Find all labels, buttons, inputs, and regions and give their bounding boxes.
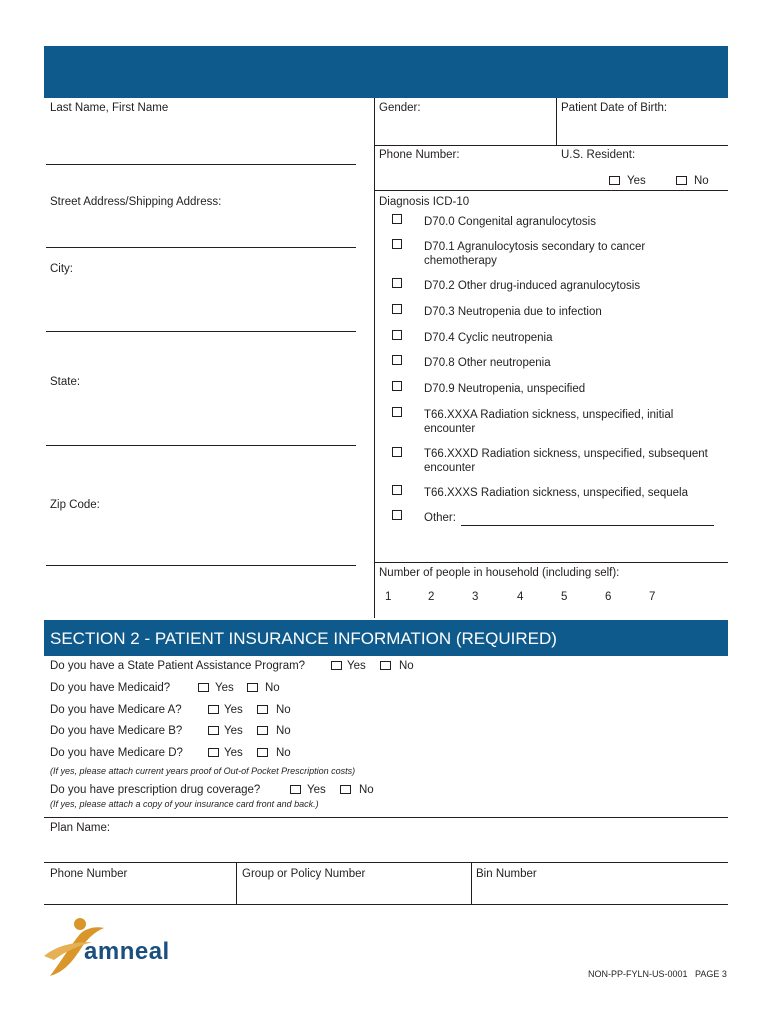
diagnosis-checkbox-t66-xxxa[interactable] <box>392 407 402 417</box>
diagnosis-title: Diagnosis ICD-10 <box>379 196 470 208</box>
rx-coverage-yes-checkbox[interactable] <box>290 785 301 794</box>
diagnosis-other-input-line[interactable] <box>461 525 714 526</box>
rx-coverage-yes-label: Yes <box>307 784 326 796</box>
medicare-a-yes-checkbox[interactable] <box>208 705 219 714</box>
diagnosis-item-d70-3: D70.3 Neutropenia due to infection <box>424 306 602 318</box>
household-option-6[interactable]: 6 <box>605 591 612 603</box>
medicaid-yes-checkbox[interactable] <box>198 683 209 692</box>
right-column-divider <box>374 98 375 618</box>
state-program-question: Do you have a State Patient Assistance Program? <box>50 660 306 672</box>
diagnosis-item-d70-1: D70.1 Agranulocytosis secondary to cancer chemotherapy <box>424 241 646 267</box>
medicare-b-yes-label: Yes <box>224 725 243 737</box>
household-label: Number of people in household (including self): <box>379 567 620 579</box>
diagnosis-item-d70-2: D70.2 Other drug-induced agranulocytosis <box>424 280 641 292</box>
household-option-7[interactable]: 7 <box>649 591 656 603</box>
diagnosis-checkbox-d70-8[interactable] <box>392 355 402 365</box>
diagnosis-checkbox-d70-4[interactable] <box>392 330 402 340</box>
rx-coverage-note: (If yes, please attach a copy of your insurance card front and back.) <box>50 799 319 809</box>
phone-label: Phone Number: <box>379 149 460 161</box>
medicare-d-question: Do you have Medicare D? <box>50 747 183 759</box>
medicare-b-no-label: No <box>276 725 291 737</box>
medicare-b-yes-checkbox[interactable] <box>208 726 219 735</box>
state-program-yes-checkbox[interactable] <box>331 661 342 670</box>
phone-row-line <box>374 190 728 191</box>
state-program-no-label: No <box>399 660 414 672</box>
diagnosis-bottom-line <box>374 562 728 563</box>
medicare-b-question: Do you have Medicare B? <box>50 725 183 737</box>
plan-grid-bottom-line <box>44 904 728 905</box>
diagnosis-item-d70-9: D70.9 Neutropenia, unspecified <box>424 383 586 395</box>
medicare-b-no-checkbox[interactable] <box>257 726 268 735</box>
medicare-d-yes-checkbox[interactable] <box>208 748 219 757</box>
diagnosis-checkbox-d70-3[interactable] <box>392 304 402 314</box>
diagnosis-checkbox-t66-xxxs[interactable] <box>392 485 402 495</box>
name-input-line[interactable] <box>46 164 356 165</box>
diagnosis-checkbox-t66-xxxd[interactable] <box>392 447 402 457</box>
dob-label: Patient Date of Birth: <box>561 102 668 114</box>
address-label: Street Address/Shipping Address: <box>50 196 222 208</box>
medicaid-no-checkbox[interactable] <box>247 683 258 692</box>
household-option-1[interactable]: 1 <box>385 591 392 603</box>
group-policy-label: Group or Policy Number <box>242 868 366 880</box>
medicare-d-no-label: No <box>276 747 291 759</box>
medicare-d-yes-label: Yes <box>224 747 243 759</box>
city-input-line[interactable] <box>46 331 356 332</box>
document-code: NON-PP-FYLN-US-0001 <box>588 969 688 979</box>
diagnosis-item-d70-8: D70.8 Other neutropenia <box>424 357 551 369</box>
plan-name-label: Plan Name: <box>50 822 111 834</box>
medicare-a-question: Do you have Medicare A? <box>50 704 182 716</box>
diagnosis-checkbox-d70-9[interactable] <box>392 381 402 391</box>
diagnosis-item-t66-xxxa: T66.XXXA Radiation sickness, unspecified, initial encounter <box>424 409 674 435</box>
diagnosis-checkbox-d70-2[interactable] <box>392 278 402 288</box>
medicaid-yes-label: Yes <box>215 682 234 694</box>
amneal-logo <box>42 916 192 980</box>
medicaid-question: Do you have Medicaid? <box>50 682 171 694</box>
gender-row-line <box>374 145 728 146</box>
medicare-a-no-label: No <box>276 704 291 716</box>
medicare-d-note: (If yes, please attach current years proof of Out-of Pocket Prescription costs) <box>50 766 356 776</box>
gender-dob-divider <box>556 98 557 145</box>
state-input-line[interactable] <box>46 445 356 446</box>
diagnosis-item-d70-4: D70.4 Cyclic neutropenia <box>424 332 553 344</box>
bin-number-label: Bin Number <box>476 868 537 880</box>
household-option-4[interactable]: 4 <box>517 591 524 603</box>
address-input-line[interactable] <box>46 247 356 248</box>
page-number: PAGE 3 <box>695 969 727 979</box>
medicare-a-yes-label: Yes <box>224 704 243 716</box>
city-label: City: <box>50 263 73 275</box>
state-program-no-checkbox[interactable] <box>380 661 391 670</box>
medicare-a-no-checkbox[interactable] <box>257 705 268 714</box>
household-option-5[interactable]: 5 <box>561 591 568 603</box>
household-option-2[interactable]: 2 <box>428 591 435 603</box>
resident-no-checkbox[interactable] <box>676 176 687 185</box>
medicaid-no-label: No <box>265 682 280 694</box>
diagnosis-checkbox-other[interactable] <box>392 510 402 520</box>
diagnosis-checkbox-d70-0[interactable] <box>392 214 402 224</box>
phone-group-divider <box>236 862 237 904</box>
resident-yes-checkbox[interactable] <box>609 176 620 185</box>
insurance-phone-label: Phone Number <box>50 868 128 880</box>
resident-label: U.S. Resident: <box>561 149 636 161</box>
section-1-header-band <box>44 46 728 98</box>
section-2-title: SECTION 2 - PATIENT INSURANCE INFORMATION (REQUIRED) <box>50 629 557 648</box>
plan-name-bottom-line[interactable] <box>44 862 728 863</box>
rx-coverage-no-label: No <box>359 784 374 796</box>
diagnosis-item-t66-xxxd: T66.XXXD Radiation sickness, unspecified, subsequent encounter <box>424 448 708 474</box>
gender-label: Gender: <box>379 102 421 114</box>
resident-yes-label: Yes <box>627 175 646 187</box>
diagnosis-item-other: Other: <box>424 512 456 524</box>
household-option-3[interactable]: 3 <box>472 591 479 603</box>
diagnosis-item-d70-0: D70.0 Congenital agranulocytosis <box>424 216 596 228</box>
zip-label: Zip Code: <box>50 499 100 511</box>
state-program-yes-label: Yes <box>347 660 366 672</box>
amneal-logo-text: amneal <box>84 938 170 965</box>
plan-top-line <box>44 817 728 818</box>
diagnosis-checkbox-d70-1[interactable] <box>392 239 402 249</box>
rx-coverage-question: Do you have prescription drug coverage? <box>50 784 261 796</box>
group-bin-divider <box>471 862 472 904</box>
medicare-d-no-checkbox[interactable] <box>257 748 268 757</box>
resident-no-label: No <box>694 175 709 187</box>
state-label: State: <box>50 376 81 388</box>
name-label: Last Name, First Name <box>50 102 169 114</box>
zip-input-line[interactable] <box>46 565 356 566</box>
diagnosis-item-t66-xxxs: T66.XXXS Radiation sickness, unspecified, sequela <box>424 487 689 499</box>
rx-coverage-no-checkbox[interactable] <box>340 785 351 794</box>
